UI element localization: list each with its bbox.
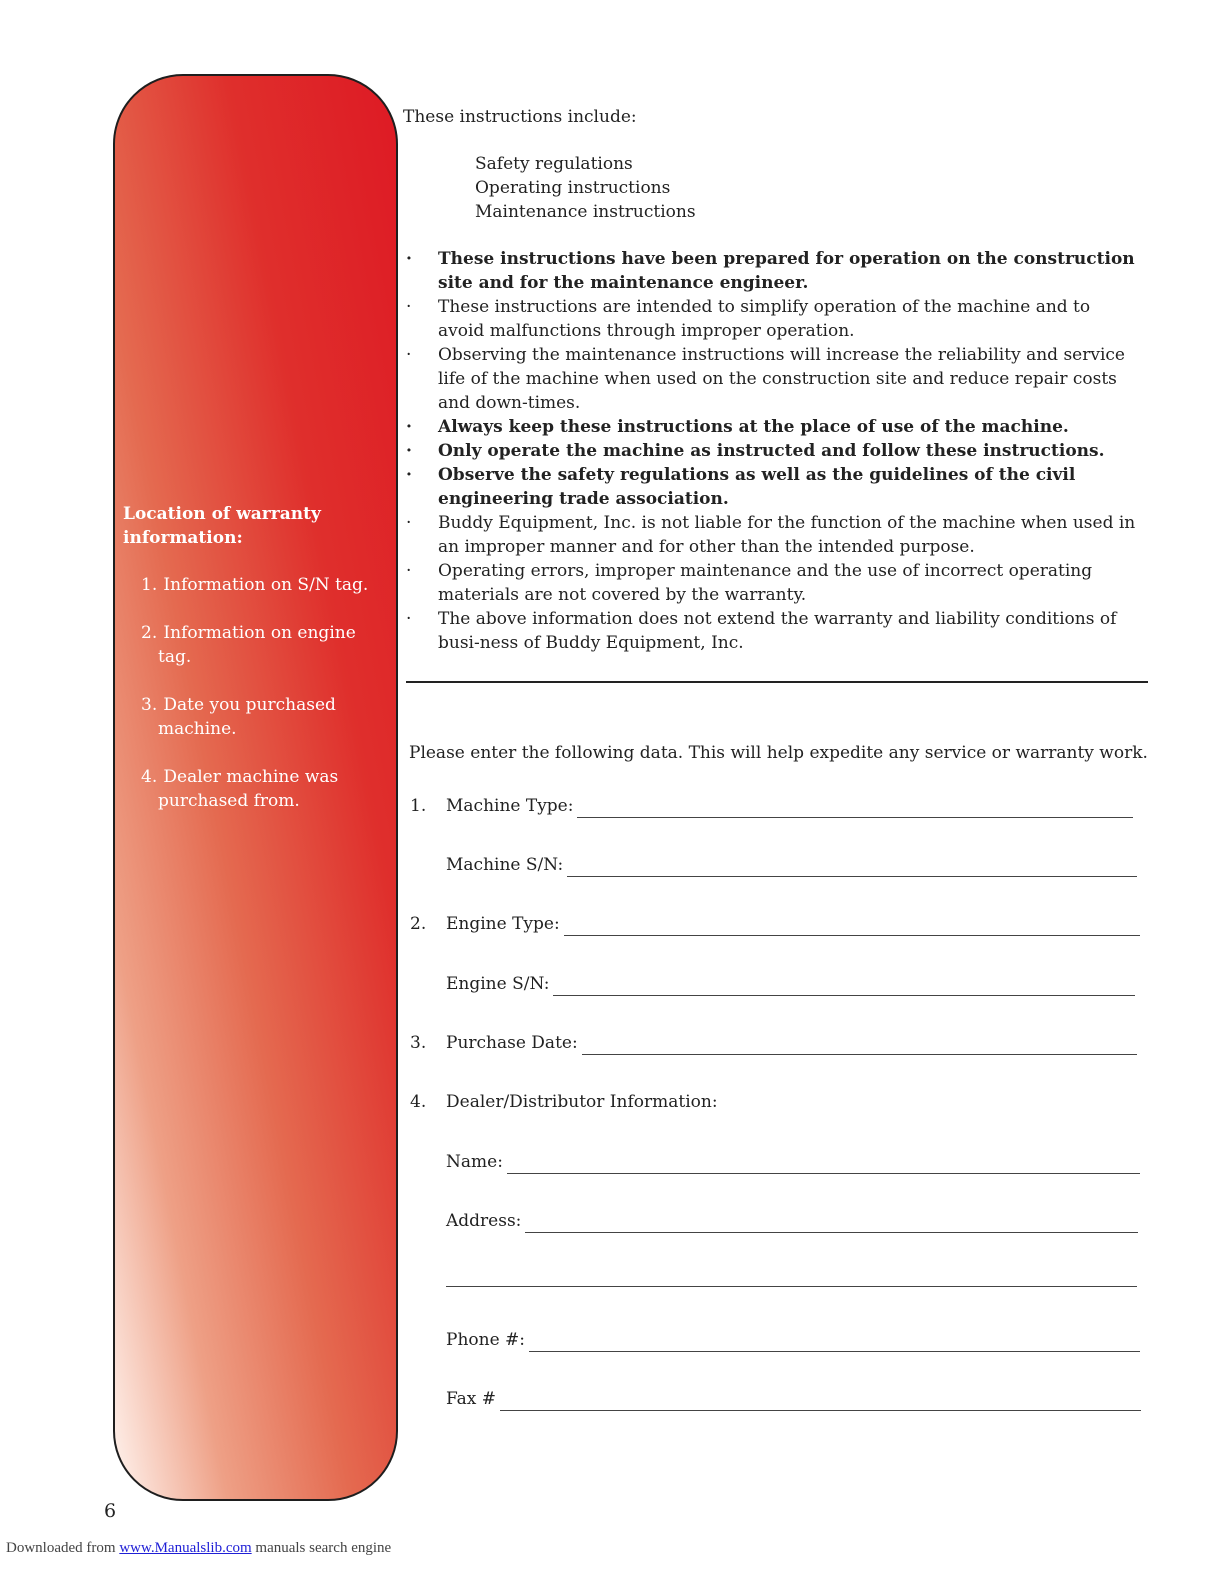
field-line[interactable] <box>567 858 1137 877</box>
field-label: Dealer/Distributor Information: <box>446 1092 718 1112</box>
machine-type-field[interactable]: 1. Machine Type: <box>410 794 1133 818</box>
warranty-item: 2. Information on engine tag. <box>141 623 356 667</box>
field-label: Engine S/N: <box>446 974 550 994</box>
bullet-item: · Observing the maintenance instructions will increase the reliability and service life of the machine when used on the construction site and reduce repair costs and down-times. <box>403 343 1148 415</box>
warranty-item: 1. Information on S/N tag. <box>141 575 369 595</box>
field-label: Purchase Date: <box>446 1033 578 1053</box>
dealer-name-field[interactable] <box>410 1150 1140 1174</box>
instructions-intro: These instructions include: <box>403 107 637 127</box>
footer-prefix: Downloaded from <box>6 1540 120 1556</box>
bullet-item: · Only operate the machine as instructed and follow these instructions. <box>403 439 1148 463</box>
field-label: Machine Type: <box>446 796 574 816</box>
field-line[interactable] <box>577 799 1133 818</box>
purchase-date-field[interactable]: 3. Purchase Date: <box>410 1031 1137 1055</box>
field-label: Fax # <box>446 1389 497 1409</box>
sublist-item: Operating instructions <box>475 178 671 198</box>
dealer-address-field[interactable] <box>410 1209 1138 1233</box>
bullet-item: · Observe the safety regulations as well as the guidelines of the civil engineering trade association. <box>403 463 1148 511</box>
field-line[interactable] <box>553 977 1135 996</box>
engine-type-field[interactable]: 2. Engine Type: <box>410 912 1140 936</box>
sublist-item: Maintenance instructions <box>475 202 696 222</box>
field-label: Address: <box>446 1211 522 1231</box>
sublist-item: Safety regulations <box>475 154 633 174</box>
dealer-address-line2-field[interactable] <box>410 1268 1137 1287</box>
bullet-item: · Operating errors, improper maintenance and the use of incorrect operating materials are not covered by the warranty. <box>403 559 1148 607</box>
footer <box>6 1540 391 1557</box>
field-label: Machine S/N: <box>446 855 564 875</box>
instructions-section <box>403 105 1148 655</box>
field-line[interactable] <box>564 917 1140 936</box>
field-label: Phone #: <box>446 1330 526 1350</box>
footer-suffix: manuals search engine <box>251 1540 392 1556</box>
bullet-item: · These instructions are intended to simplify operation of the machine and to avoid malfunctions through improper operation. <box>403 295 1148 343</box>
warranty-info <box>123 502 393 837</box>
page-number: 6 <box>104 1500 117 1522</box>
field-line[interactable] <box>525 1214 1138 1233</box>
field-line[interactable] <box>446 1268 1137 1287</box>
field-line[interactable] <box>529 1333 1140 1352</box>
footer-link[interactable]: www.Manualslib.com <box>119 1540 252 1556</box>
sidebar-panel <box>113 74 398 1501</box>
instructions-bullets <box>403 247 1148 655</box>
field-line[interactable] <box>500 1392 1141 1411</box>
warranty-title: Location of warranty information: <box>123 504 321 548</box>
instructions-sublist <box>475 152 1148 224</box>
warranty-item: 4. Dealer machine was purchased from. <box>141 767 339 811</box>
field-label: Engine Type: <box>446 914 560 934</box>
engine-sn-field[interactable] <box>410 972 1135 996</box>
bullet-item: · These instructions have been prepared for operation on the construction site and for the maintenance engineer. <box>403 247 1148 295</box>
dealer-info-heading: 4. Dealer/Distributor Information: <box>410 1092 718 1112</box>
dealer-phone-field[interactable] <box>410 1328 1140 1352</box>
machine-sn-field[interactable] <box>410 853 1137 877</box>
field-line[interactable] <box>582 1036 1137 1055</box>
section-divider <box>406 681 1148 683</box>
warranty-list <box>123 573 393 813</box>
bullet-item: · Always keep these instructions at the place of use of the machine. <box>403 415 1148 439</box>
bullet-item: · The above information does not extend the warranty and liability conditions of busi-ness of Buddy Equipment, Inc. <box>403 607 1148 655</box>
form-intro: Please enter the following data. This will help expedite any service or warranty work. <box>409 743 1148 763</box>
bullet-item: · Buddy Equipment, Inc. is not liable for the function of the machine when used in an improper manner and for other than the intended purpose. <box>403 511 1148 559</box>
field-line[interactable] <box>507 1155 1140 1174</box>
dealer-fax-field[interactable] <box>410 1387 1141 1411</box>
field-label: Name: <box>446 1152 503 1172</box>
warranty-item: 3. Date you purchased machine. <box>141 695 336 739</box>
